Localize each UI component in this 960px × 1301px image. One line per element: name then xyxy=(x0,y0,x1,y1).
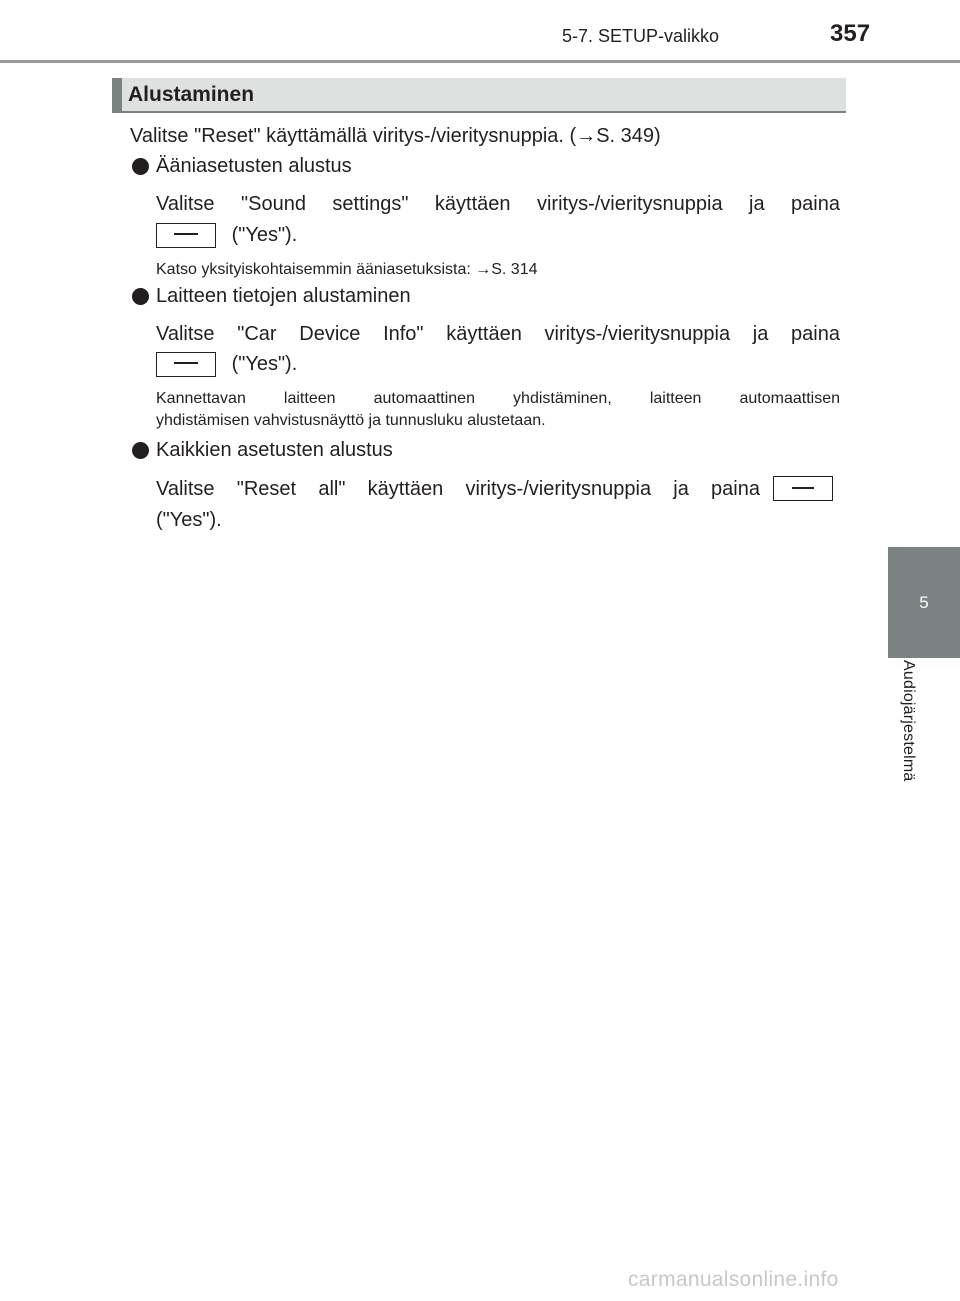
chapter-tab xyxy=(888,547,960,658)
item-line-device-2 xyxy=(156,350,297,378)
chapter-number: 5 xyxy=(919,592,929,612)
item-line-all-2: ("Yes"). xyxy=(156,509,222,531)
item-line-all: Valitse "Reset all" käyttäen viritys-/vieritysnuppia ja paina xyxy=(156,478,760,500)
bullet-icon xyxy=(132,288,149,305)
section-heading-bar xyxy=(112,78,846,113)
item-note-device-2: yhdistämisen vahvistusnäyttö ja tunnusluku alustetaan. xyxy=(156,412,546,429)
yes-button-icon xyxy=(773,476,833,501)
header-divider xyxy=(0,60,960,63)
item-line-device: Valitse "Car Device Info" käyttäen viritys-/vieritysnuppia ja paina xyxy=(156,323,840,345)
yes-button-icon xyxy=(156,352,216,377)
chapter-tab-label xyxy=(888,660,928,820)
yes-label: ("Yes"). xyxy=(231,353,298,375)
section-title: Alustaminen xyxy=(128,83,255,106)
item-note-device: Kannettavan laitteen automaattinen yhdistäminen, laitteen automaattisen xyxy=(156,390,840,407)
watermark: carmanualsonline.info xyxy=(628,1268,839,1291)
yes-label: ("Yes"). xyxy=(231,224,298,246)
item-heading-sound: Ääniasetusten alustus xyxy=(156,155,352,177)
yes-button-icon xyxy=(156,223,216,248)
intro-text: Valitse "Reset" käyttämällä viritys-/vieritysnuppia. (→S. 349) xyxy=(130,125,661,147)
bullet-icon xyxy=(132,158,149,175)
item-heading-device: Laitteen tietojen alustaminen xyxy=(156,285,411,307)
item-heading-all: Kaikkien asetusten alustus xyxy=(156,439,393,461)
chapter-label: Audiojärjestelmä xyxy=(900,660,917,782)
bullet-icon xyxy=(132,442,149,459)
item-line-sound-2 xyxy=(156,221,297,249)
item-line-sound: Valitse "Sound settings" käyttäen viritys-/vieritysnuppia ja paina xyxy=(156,193,840,215)
header-section-title: 5-7. SETUP-valikko xyxy=(562,26,720,46)
page-number: 357 xyxy=(830,20,871,47)
item-note-sound: Katso yksityiskohtaisemmin ääniasetuksista: →S. 314 xyxy=(156,261,538,278)
